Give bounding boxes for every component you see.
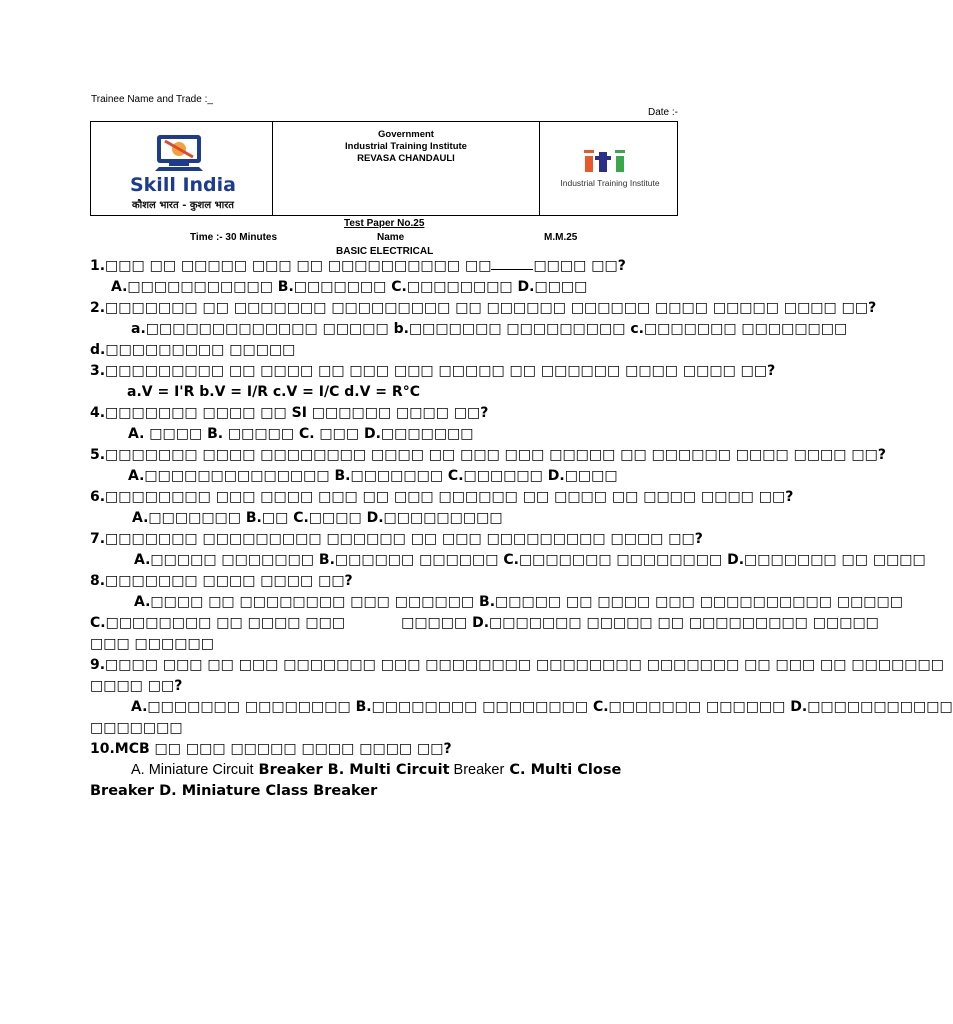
skill-india-logo — [105, 127, 261, 213]
svg-text:Industrial Training Institute: Industrial Training Institute — [560, 178, 660, 188]
name-label: Name — [377, 232, 405, 243]
test-paper-number: Test Paper No.25 — [344, 218, 425, 229]
max-marks: M.M.25 — [544, 232, 578, 243]
institute-cell — [273, 122, 540, 215]
options-line: □□□ □□□□□□ — [90, 636, 214, 652]
question-line: □□□□ □□? — [90, 678, 183, 694]
options-line: Breaker D. Miniature Class Breaker — [90, 783, 378, 799]
options-line: A.□□□□□□□ □□□□□□□□ B.□□□□□□□□ □□□□□□□□ C.□□□□□□□ □□□□□□ D.□□□□□□□□□□□ — [131, 699, 953, 715]
header-table — [90, 121, 678, 216]
options-line: A.□□□□□□□ B.□□ C.□□□□ D.□□□□□□□□□ — [132, 510, 503, 526]
trainee-name-label: Trainee Name and Trade :_ — [91, 94, 213, 105]
question-line: 8.□□□□□□□ □□□□ □□□□ □□? — [90, 573, 353, 589]
institute-line2: Industrial Training Institute — [345, 141, 467, 152]
skill-india-cell — [91, 122, 273, 215]
options-line: a.V = I'R b.V = I/R c.V = I/C d.V = R°C — [127, 384, 420, 400]
options-line: A.□□□□□□□□□□□□□□ B.□□□□□□□ C.□□□□□□ D.□□□□ — [128, 468, 618, 484]
svg-text:Skill India: Skill India — [129, 174, 237, 196]
iti-logo — [554, 146, 666, 192]
options-line: A.□□□□ □□ □□□□□□□□ □□□ □□□□□□ B.□□□□□ □□ □□□□ □□□ □□□□□□□□□□ □□□□□ — [134, 594, 903, 610]
skill-india-mascot-icon — [155, 135, 203, 171]
options-line: C.□□□□□□□□ □□ □□□□ □□□ □□□□□ D.□□□□□□□ □□□□□ □□ □□□□□□□□□ □□□□□ — [90, 615, 879, 631]
question-line: 5.□□□□□□□ □□□□ □□□□□□□□ □□□□ □□ □□□ □□□ □□□□□ □□ □□□□□□ □□□□ □□□□ □□? — [90, 447, 886, 463]
options-line: d.□□□□□□□□□ □□□□□ — [90, 342, 296, 358]
question-line: 3.□□□□□□□□□ □□ □□□□ □□ □□□ □□□ □□□□□ □□ □□□□□□ □□□□ □□□□ □□? — [90, 363, 776, 379]
answer-blank — [491, 257, 533, 270]
time-label: Time :- 30 Minutes — [190, 232, 278, 243]
question-line: 9.□□□□ □□□ □□ □□□ □□□□□□□ □□□ □□□□□□□□ □□□□□□□□ □□□□□□□ □□ □□□ □□ □□□□□□□ — [90, 657, 944, 673]
question-line: 6.□□□□□□□□ □□□ □□□□ □□□ □□ □□□ □□□□□□ □□ □□□□ □□ □□□□ □□□□ □□? — [90, 489, 794, 505]
subject-title: BASIC ELECTRICAL — [336, 246, 434, 257]
date-label: Date :- — [648, 107, 679, 118]
options-line: □□□□□□□ — [90, 720, 183, 736]
question-line: 7.□□□□□□□ □□□□□□□□□ □□□□□□ □□ □□□ □□□□□□□□□ □□□□ □□? — [90, 531, 703, 547]
question-line: 10.MCB □□ □□□ □□□□□ □□□□ □□□□ □□? — [90, 741, 452, 757]
question-line: 1.□□□ □□ □□□□□ □□□ □□ □□□□□□□□□□ □□ □□□□ □□? — [90, 258, 626, 274]
question-line: 2.□□□□□□□ □□ □□□□□□□ □□□□□□□□□ □□ □□□□□□ □□□□□□ □□□□ □□□□□ □□□□ □□? — [90, 300, 877, 316]
options-line: A. □□□□ B. □□□□□ C. □□□ D.□□□□□□□ — [128, 426, 474, 442]
institute-line3: REVASA CHANDAULI — [357, 153, 455, 164]
institute-line1: Government — [378, 129, 434, 140]
question-line: 4.□□□□□□□ □□□□ □□ SI □□□□□□ □□□□ □□? — [90, 405, 489, 421]
options-line: a.□□□□□□□□□□□□□ □□□□□ b.□□□□□□□ □□□□□□□□□ c.□□□□□□□ □□□□□□□□ — [131, 321, 848, 337]
options-line: A. Miniature Circuit Breaker B. Multi Circuit Breaker C. Multi Close — [131, 762, 622, 778]
options-line: A.□□□□□ □□□□□□□ B.□□□□□□ □□□□□□ C.□□□□□□□ □□□□□□□□ D.□□□□□□□ □□ □□□□ — [134, 552, 926, 568]
options-line: A.□□□□□□□□□□□ B.□□□□□□□ C.□□□□□□□□ D.□□□□ — [111, 279, 588, 295]
svg-text:कौशल भारत - कुशल भारत: कौशल भारत - कुशल भारत — [131, 200, 235, 211]
iti-cell — [540, 122, 677, 215]
